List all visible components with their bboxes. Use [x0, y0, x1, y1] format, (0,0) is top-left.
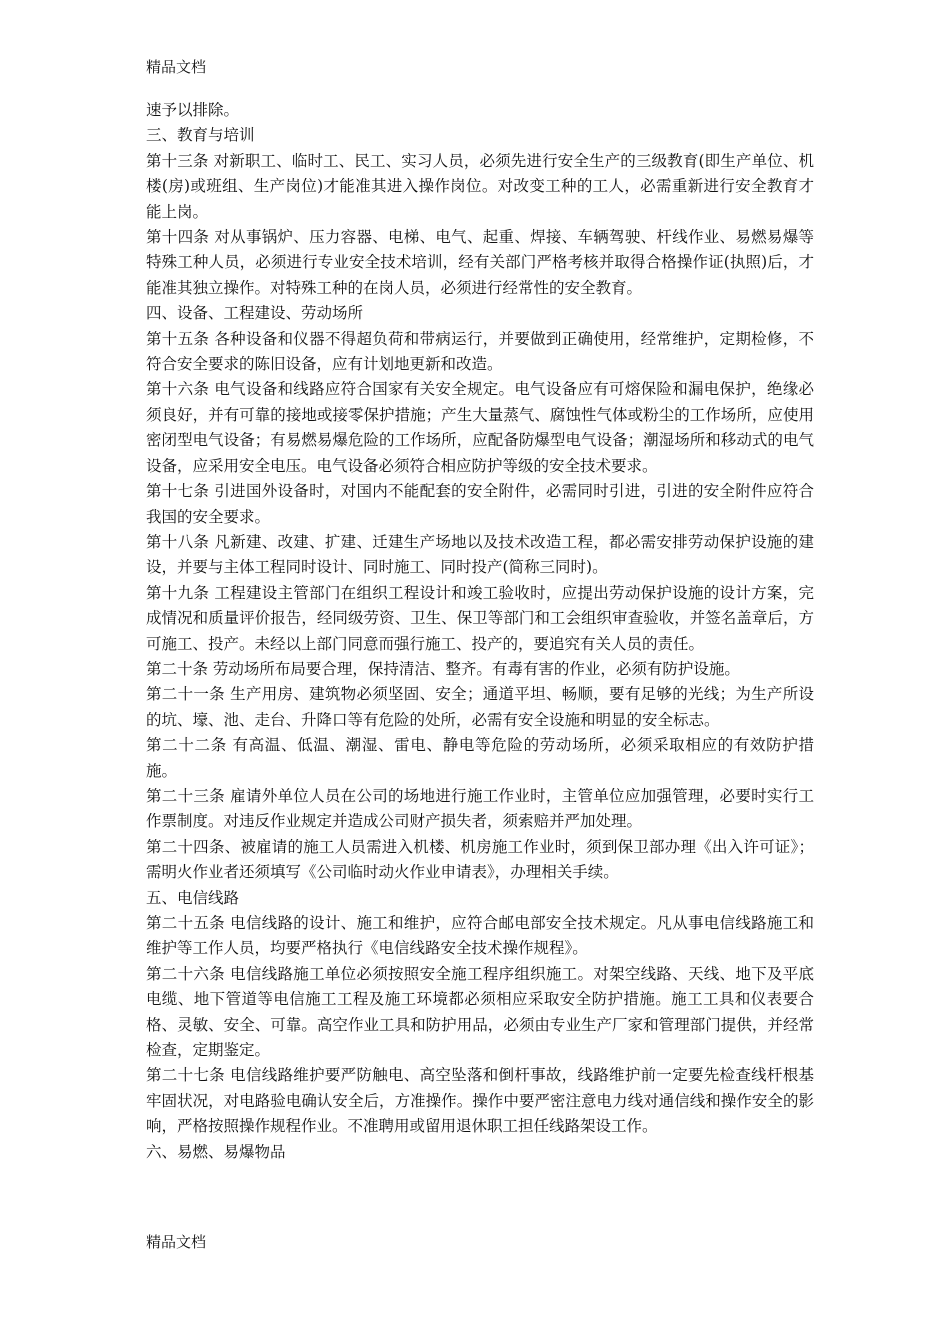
- paragraph: 第十五条 各种设备和仪器不得超负荷和带病运行，并要做到正确使用，经常维护，定期检修，不符合安全要求的陈旧设备，应有计划地更新和改造。: [146, 329, 814, 374]
- paragraph: 第十八条 凡新建、改建、扩建、迁建生产场地以及技术改造工程，都必需安排劳动保护设施的建设，并要与主体工程同时设计、同时施工、同时投产(简称三同时)。: [146, 532, 814, 577]
- paragraph: 第二十六条 电信线路施工单位必须按照安全施工程序组织施工。对架空线路、天线、地下及平底电缆、地下管道等电信施工工程及施工环境都必须相应采取安全防护措施。施工工具和仪表要合格、灵敏、安全、可靠。高空作业工具和防护用品，必须由专业生产厂家和管理部门提供，并经常检查，定期鉴定。: [146, 964, 814, 1060]
- paragraph: 第二十三条 雇请外单位人员在公司的场地进行施工作业时，主管单位应加强管理，必要时实行工作票制度。对违反作业规定并造成公司财产损失者，须索赔并严加处理。: [146, 786, 814, 831]
- paragraph: 第二十一条 生产用房、建筑物必须坚固、安全；通道平坦、畅顺，要有足够的光线；为生产所设的坑、壕、池、走台、升降口等有危险的处所，必需有安全设施和明显的安全标志。: [146, 685, 814, 729]
- paragraph: 第十七条 引进国外设备时，对国内不能配套的安全附件，必需同时引进，引进的安全附件应符合我国的安全要求。: [146, 482, 814, 526]
- paragraph: 第二十七条 电信线路维护要严防触电、高空坠落和倒杆事故，线路维护前一定要先检查线杆根基牢固状况，对电路验电确认安全后，方准操作。操作中要严密注意电力线对通信线和操作安全的影响，严格按照操作规程作业。不准聘用或留用退休职工担任线路架设工作。: [146, 1066, 814, 1136]
- paragraph: 第二十条 劳动场所布局要合理，保持清洁、整齐。有毒有害的作业，必须有防护设施。: [146, 659, 740, 678]
- page-header: 精品文档: [146, 58, 207, 76]
- paragraph: 第二十五条 电信线路的设计、施工和维护，应符合邮电部安全技术规定。凡从事电信线路施工和维护等工作人员，均要严格执行《电信线路安全技术操作规程》。: [146, 914, 814, 958]
- section-heading: 四、设备、工程建设、劳动场所: [146, 304, 364, 323]
- section-heading: 三、教育与培训: [146, 126, 255, 145]
- section-heading: 五、电信线路: [146, 888, 240, 907]
- page-footer: 精品文档: [146, 1233, 207, 1251]
- document-body: [146, 98, 814, 1165]
- paragraph: 第十四条 对从事锅炉、压力容器、电梯、电气、起重、焊接、车辆驾驶、杆线作业、易燃易爆等特殊工种人员，必须进行专业安全技术培训，经有关部门严格考核并取得合格操作证(执照)后，才能准其独立操作。对特殊工种的在岗人员，必须进行经常性的安全教育。: [146, 228, 814, 297]
- paragraph: 第十九条 工程建设主管部门在组织工程设计和竣工验收时，应提出劳动保护设施的设计方案，完成情况和质量评价报告，经同级劳资、卫生、保卫等部门和工会组织审查验收，并签名盖章后，方可施工、投产。未经以上部门同意而强行施工、投产的，要追究有关人员的责任。: [146, 583, 814, 653]
- paragraph: 速予以排除。: [146, 101, 240, 119]
- paragraph: 第二十二条 有高温、低温、潮湿、雷电、静电等危险的劳动场所，必须采取相应的有效防护措施。: [146, 736, 814, 780]
- paragraph: 第十三条 对新职工、临时工、民工、实习人员，必须先进行安全生产的三级教育(即生产单位、机楼(房)或班组、生产岗位)才能准其进入操作岗位。对改变工种的工人，必需重新进行安全教育才能上岗。: [146, 151, 814, 221]
- section-heading: 六、易燃、易爆物品: [146, 1142, 286, 1161]
- paragraph: 第二十四条、被雇请的施工人员需进入机楼、机房施工作业时，须到保卫部办理《出入许可证》；需明火作业者还须填写《公司临时动火作业申请表》，办理相关手续。: [146, 837, 814, 882]
- paragraph: 第十六条 电气设备和线路应符合国家有关安全规定。电气设备应有可熔保险和漏电保护，绝缘必须良好，并有可靠的接地或接零保护措施；产生大量蒸气、腐蚀性气体或粉尘的工作场所，应使用密闭型电气设备；有易燃易爆危险的工作场所，应配备防爆型电气设备；潮湿场所和移动式的电气设备，应采用安全电压。电气设备必须符合相应防护等级的安全技术要求。: [146, 380, 814, 475]
